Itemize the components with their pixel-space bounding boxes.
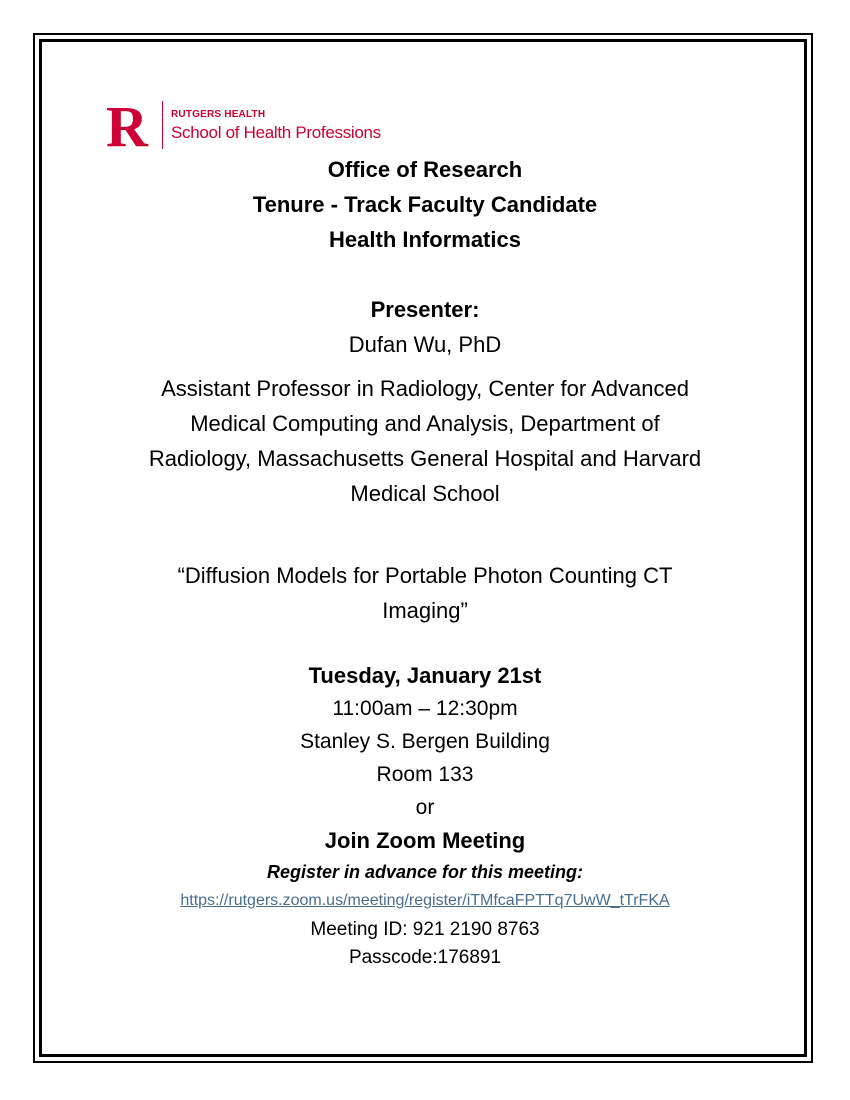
talk-title-line: “Diffusion Models for Portable Photon Counting CT xyxy=(177,563,673,588)
talk-title-line: Imaging” xyxy=(382,598,468,623)
presenter-title-line: Medical School xyxy=(350,481,500,506)
presenter-name: Dufan Wu, PhD xyxy=(348,332,502,357)
svg-text:R: R xyxy=(106,99,148,151)
header-block xyxy=(60,152,790,257)
event-time: 11:00am – 12:30pm xyxy=(332,697,518,720)
presenter-title-block xyxy=(60,371,790,511)
zoom-registration-link[interactable]: https://rutgers.zoom.us/meeting/register/iTMfcaFPTTq7UwW_tTrFKA xyxy=(180,892,670,909)
logo-divider xyxy=(162,101,163,149)
presenter-title-line: Medical Computing and Analysis, Department of xyxy=(190,411,660,436)
event-room: Room 133 xyxy=(376,763,474,786)
event-date: Tuesday, January 21st xyxy=(308,663,542,688)
position-title: Tenure - Track Faculty Candidate xyxy=(252,192,598,217)
presenter-block xyxy=(60,292,790,362)
department-title: Health Informatics xyxy=(329,227,521,252)
logo-text xyxy=(171,110,381,141)
logo-line2: School of Health Professions xyxy=(171,122,381,142)
rutgers-r-logo-icon xyxy=(98,99,156,151)
passcode: Passcode:176891 xyxy=(348,947,502,968)
presenter-title-line: Assistant Professor in Radiology, Center for Advanced xyxy=(161,376,689,401)
or-separator: or xyxy=(415,796,435,819)
event-details-block xyxy=(60,659,790,857)
meeting-id: Meeting ID: 921 2190 8763 xyxy=(310,919,540,940)
event-building: Stanley S. Bergen Building xyxy=(300,730,550,753)
presenter-title-line: Radiology, Massachusetts General Hospital and Harvard xyxy=(148,446,702,471)
zoom-block xyxy=(60,858,790,972)
rutgers-logo xyxy=(98,99,381,151)
talk-title-block xyxy=(60,558,790,628)
office-title: Office of Research xyxy=(327,157,523,182)
logo-line1: RUTGERS HEALTH xyxy=(171,108,266,120)
presenter-label: Presenter: xyxy=(370,297,480,322)
zoom-label: Join Zoom Meeting xyxy=(324,828,526,853)
register-instruction: Register in advance for this meeting: xyxy=(266,862,584,882)
